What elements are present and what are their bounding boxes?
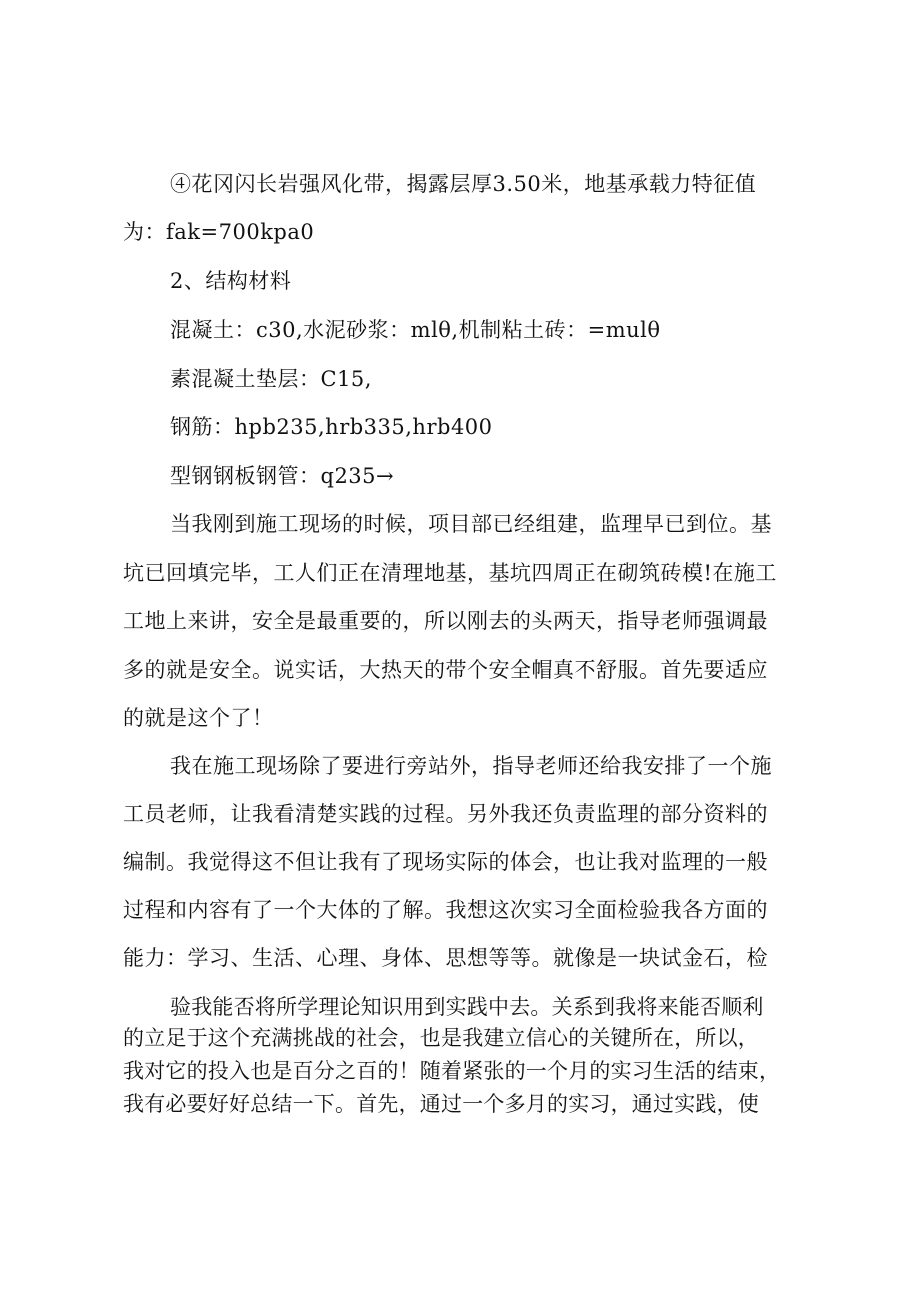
paragraph-line: 我有必要好好总结一下。首先，通过一个多月的实习，通过实践，使: [123, 1092, 759, 1116]
paragraph-line: 的立足于这个充满挑战的社会，也是我建立信心的关键所在，所以，: [123, 1026, 759, 1050]
paragraph-line: 编制。我觉得这不但让我有了现场实际的体会，也让我对监理的一般: [123, 850, 768, 874]
paragraph-line: 我在施工现场除了要进行旁站外，指导老师还给我安排了一个施: [170, 754, 772, 778]
paragraph-line: 当我刚到施工现场的时候，项目部已经组建，监理早已到位。基: [170, 512, 772, 536]
paragraph-line: 为：fak=700kpa0: [123, 220, 315, 244]
paragraph-line: 我对它的投入也是百分之百的！随着紧张的一个月的实习生活的结束，: [123, 1059, 781, 1083]
paragraph-line: 多的就是安全。说实话，大热天的带个安全帽真不舒服。首先要适应: [123, 658, 768, 682]
paragraph-line: 验我能否将所学理论知识用到实践中去。关系到我将来能否顺利: [170, 995, 764, 1019]
paragraph-line: 能力：学习、生活、心理、身体、思想等等。就像是一块试金石，检: [123, 946, 768, 970]
section-heading: 2、结构材料: [170, 269, 292, 293]
paragraph-line: 坑已回填完毕，工人们正在清理地基，基坑四周正在砌筑砖模!在施工: [123, 561, 777, 585]
paragraph-line: ④花冈闪长岩强风化带，揭露层厚3.50米，地基承载力特征值: [170, 172, 757, 196]
paragraph-line: 素混凝土垫层：C15,: [170, 367, 372, 391]
paragraph-line: 工员老师，让我看清楚实践的过程。另外我还负责监理的部分资料的: [123, 802, 768, 826]
paragraph-line: 工地上来讲，安全是最重要的，所以刚去的头两天，指导老师强调最: [123, 609, 768, 633]
paragraph-line: 型钢钢板钢管：q235→: [170, 464, 395, 488]
paragraph-line: 的就是这个了！: [123, 706, 274, 730]
paragraph-line: 钢筋：hpb235,hrb335,hrb400: [170, 415, 493, 439]
paragraph-line: 过程和内容有了一个大体的了解。我想这次实习全面检验我各方面的: [123, 898, 768, 922]
paragraph-line: 混凝土：c30,水泥砂浆：mlθ,机制粘土砖：=mulθ: [170, 318, 661, 342]
